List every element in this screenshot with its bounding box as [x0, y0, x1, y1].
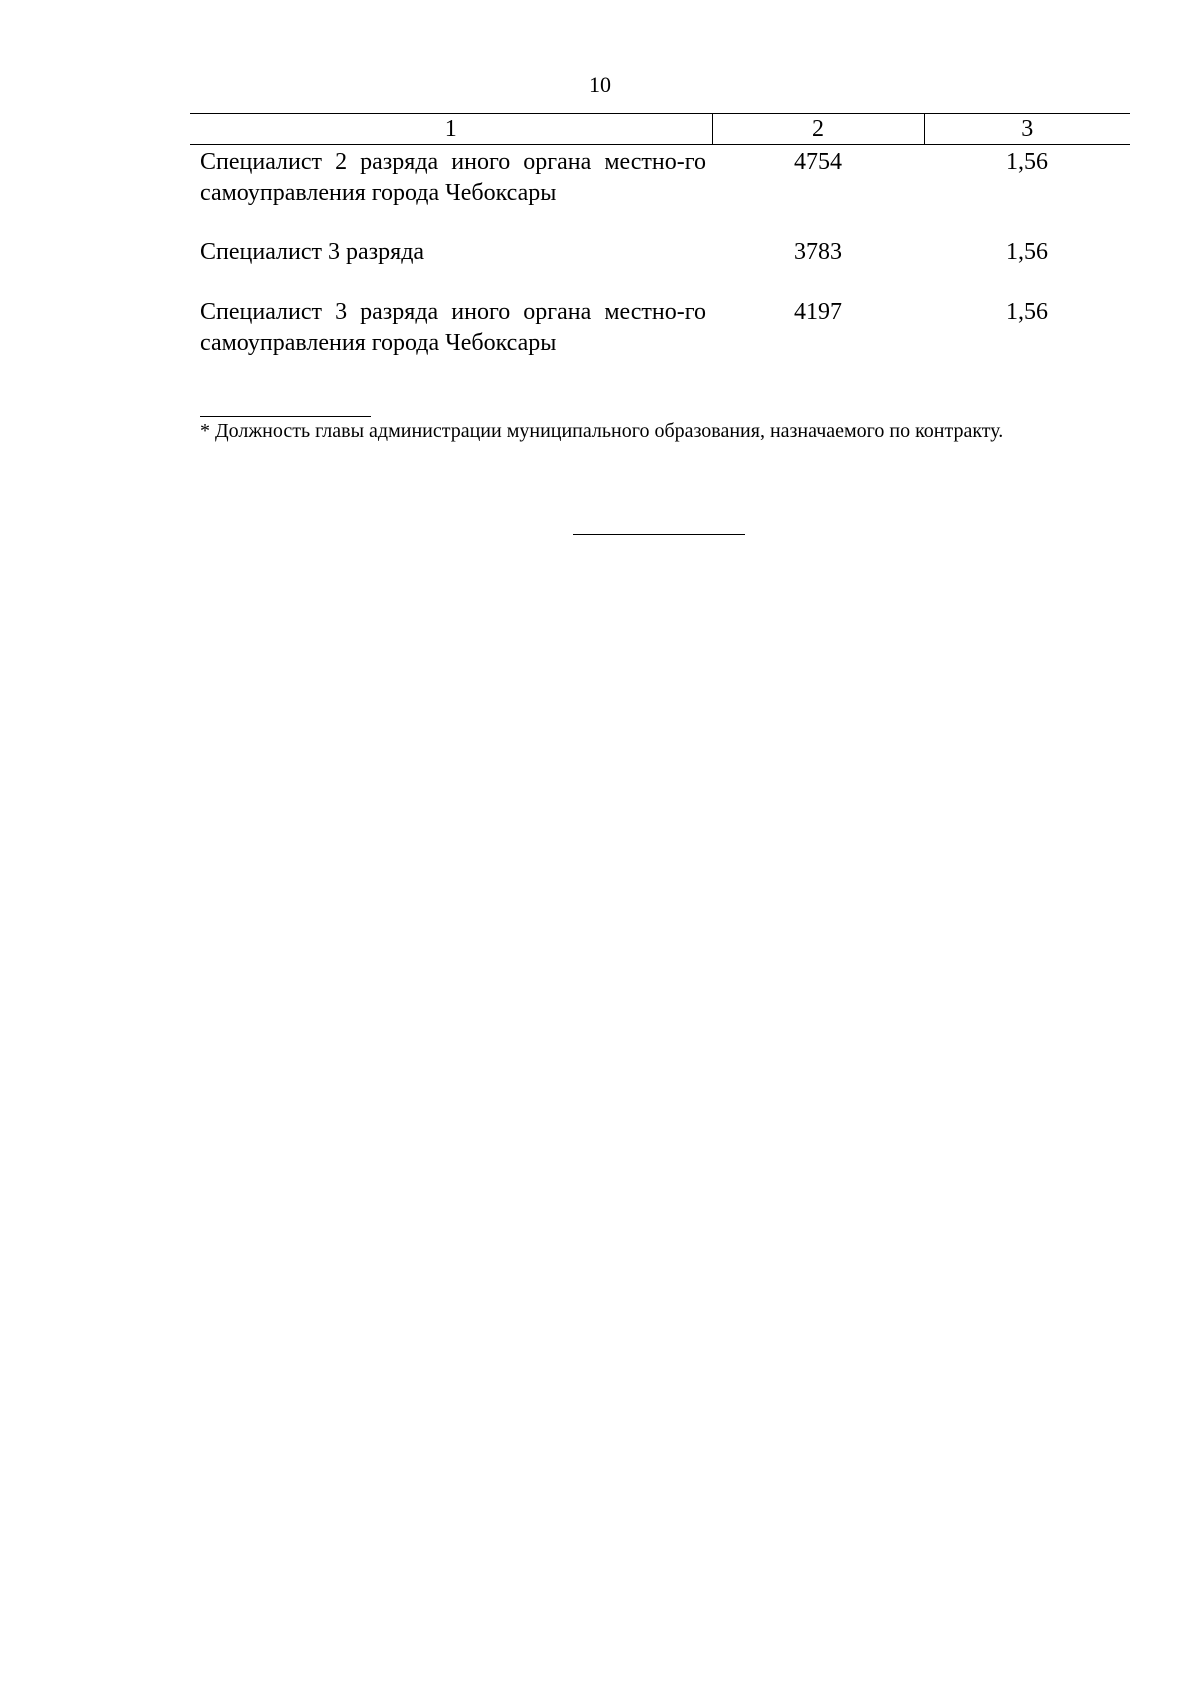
footnote-separator [200, 416, 371, 417]
table-row [190, 235, 1130, 295]
position-name [190, 235, 712, 295]
footnote: * Должность главы администрации муниципального образования, назначаемого по контракту. [200, 420, 1004, 442]
table-row [190, 295, 1130, 385]
table-header-row [190, 114, 1130, 145]
position-name-text: Специалист 3 разряда [200, 239, 425, 265]
column-header-1: 1 [190, 114, 712, 145]
salary-value: 3783 [794, 239, 842, 265]
end-of-document-line [573, 534, 745, 535]
position-name-text: Специалист 2 разряда иного органа местно-го самоуправления города Чебоксары [200, 149, 706, 206]
salary-value: 4197 [794, 299, 842, 325]
salary-table [190, 113, 1130, 385]
position-name [190, 295, 712, 385]
page-number: 10 [589, 72, 611, 97]
position-name-text: Специалист 3 разряда иного органа местно-го самоуправления города Чебоксары [200, 299, 706, 356]
position-name [190, 145, 712, 236]
salary-value: 4754 [794, 149, 842, 175]
coefficient-value: 1,56 [1006, 149, 1048, 175]
coefficient-value: 1,56 [1006, 239, 1048, 265]
table-row [190, 145, 1130, 236]
column-header-3: 3 [924, 114, 1130, 145]
coefficient-value: 1,56 [1006, 299, 1048, 325]
column-header-2: 2 [712, 114, 924, 145]
